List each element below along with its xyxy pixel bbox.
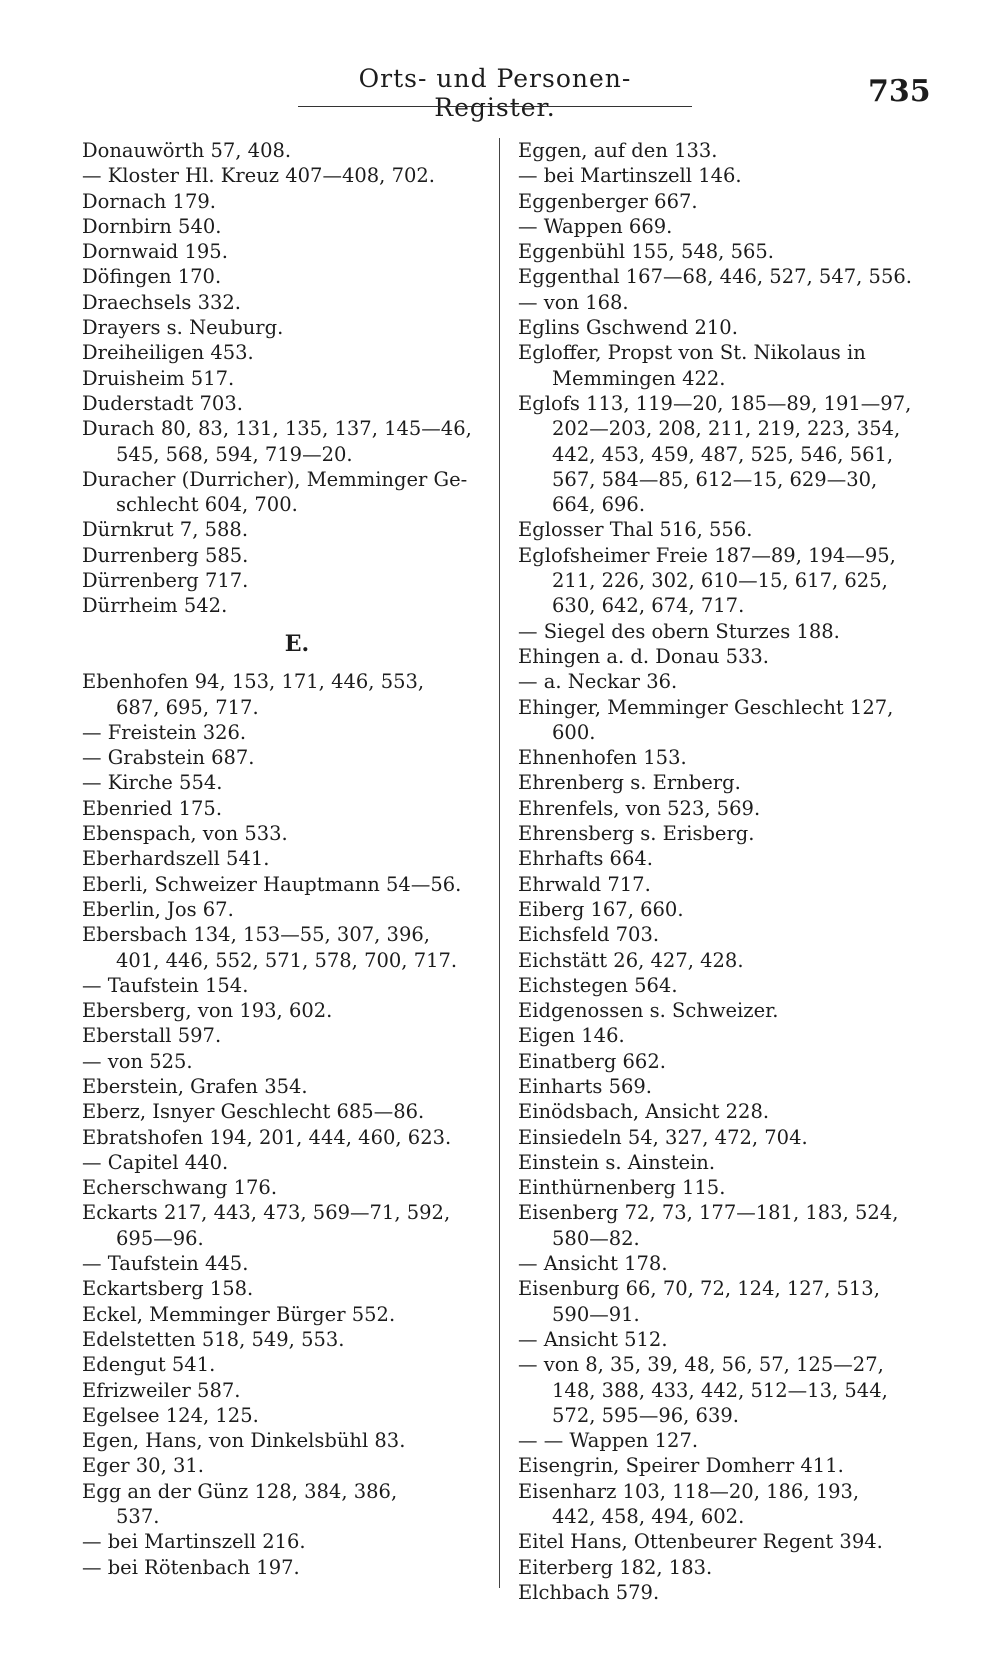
index-entry-continuation: 580—82. [552, 1226, 640, 1250]
index-entry: Eckartsberg 158. [82, 1277, 254, 1301]
index-entry-continuation: 442, 458, 494, 602. [552, 1505, 745, 1529]
index-entry: Efrizweiler 587. [82, 1378, 241, 1402]
index-entry: — Ansicht 512. [518, 1327, 668, 1351]
index-entry: — a. Neckar 36. [518, 670, 678, 694]
index-entry-continuation: 442, 453, 459, 487, 525, 546, 561, [552, 442, 894, 466]
index-entry: Eisenberg 72, 73, 177—181, 183, 524, [518, 1201, 899, 1225]
index-entry: Einatberg 662. [518, 1049, 666, 1073]
index-entry: — Taufstein 154. [82, 973, 249, 997]
index-entry: Ehrwald 717. [518, 872, 651, 896]
index-entry: — bei Martinszell 146. [518, 164, 742, 188]
index-entry: — Wappen 669. [518, 214, 673, 238]
index-entry-continuation: 202—203, 208, 211, 219, 223, 354, [552, 417, 901, 441]
section-letter-heading: E. [284, 630, 310, 657]
index-entry: — Capitel 440. [82, 1150, 229, 1174]
index-entry: Drayers s. Neuburg. [82, 316, 284, 340]
index-entry: Eberz, Isnyer Geschlecht 685—86. [82, 1100, 425, 1124]
index-entry: Ehingen a. d. Donau 533. [518, 644, 770, 668]
index-entry-continuation: 211, 226, 302, 610—15, 617, 625, [552, 569, 888, 593]
index-entry: Ebenhofen 94, 153, 171, 446, 553, [82, 670, 425, 694]
index-entry: Eigen 146. [518, 1024, 625, 1048]
index-entry: Einstein s. Ainstein. [518, 1150, 716, 1174]
index-entry: Echerschwang 176. [82, 1176, 278, 1200]
index-entry: Ebersberg, von 193, 602. [82, 999, 333, 1023]
index-entry: Duderstadt 703. [82, 391, 243, 415]
header-rule [298, 106, 692, 107]
index-entry: Eichstegen 564. [518, 973, 678, 997]
index-entry: Elchbach 579. [518, 1580, 660, 1604]
index-entry: Durach 80, 83, 131, 135, 137, 145—46, [82, 417, 472, 441]
index-entry-continuation: 537. [116, 1505, 160, 1529]
index-entry: Döfingen 170. [82, 265, 222, 289]
index-entry: — Kloster Hl. Kreuz 407—408, 702. [82, 164, 435, 188]
index-entry: — von 8, 35, 39, 48, 56, 57, 125—27, [518, 1353, 884, 1377]
column-divider [499, 138, 500, 1588]
index-entry: Einödsbach, Ansicht 228. [518, 1100, 770, 1124]
index-entry-continuation: 545, 568, 594, 719—20. [116, 442, 353, 466]
index-entry: Eglosser Thal 516, 556. [518, 518, 753, 542]
index-entry: Duracher (Durricher), Memminger Ge- [82, 467, 468, 491]
index-entry: — Kirche 554. [82, 771, 223, 795]
left-index-column [82, 138, 482, 1580]
index-entry: — Ansicht 178. [518, 1252, 668, 1276]
index-entry: Ehnenhofen 153. [518, 746, 687, 770]
index-entry: Ebenspach, von 533. [82, 822, 288, 846]
index-entry: Egloffer, Propst von St. Nikolaus in [518, 341, 866, 365]
index-entry: Eckel, Memminger Bürger 552. [82, 1302, 396, 1326]
index-entry: Durrenberg 585. [82, 543, 249, 567]
index-entry: — Siegel des obern Sturzes 188. [518, 619, 840, 643]
index-entry: Egelsee 124, 125. [82, 1403, 259, 1427]
index-entry-continuation: 148, 388, 433, 442, 512—13, 544, [552, 1378, 888, 1402]
index-entry: Eisengrin, Speirer Domherr 411. [518, 1454, 844, 1478]
index-entry-continuation: 664, 696. [552, 493, 646, 517]
index-entry-continuation: 572, 595—96, 639. [552, 1403, 739, 1427]
right-index-column [518, 138, 918, 1605]
index-entry: Eitel Hans, Ottenbeurer Regent 394. [518, 1530, 883, 1554]
running-header-title: Orts- und Personen-Register. [358, 64, 632, 122]
index-entry: Eberlin, Jos 67. [82, 897, 234, 921]
index-entry: Eisenburg 66, 70, 72, 124, 127, 513, [518, 1277, 880, 1301]
index-entry-continuation: 600. [552, 720, 596, 744]
index-entry: Egen, Hans, von Dinkelsbühl 83. [82, 1429, 406, 1453]
index-entry: — Taufstein 445. [82, 1252, 249, 1276]
index-entry: Dornwaid 195. [82, 240, 228, 264]
index-entry: — Freistein 326. [82, 720, 247, 744]
index-entry-continuation: schlecht 604, 700. [116, 493, 298, 517]
index-entry: Eggenberger 667. [518, 189, 698, 213]
index-entry: Dreiheiligen 453. [82, 341, 254, 365]
index-entry: Dornach 179. [82, 189, 216, 213]
index-entry: Eckarts 217, 443, 473, 569—71, 592, [82, 1201, 451, 1225]
index-entry: — von 525. [82, 1049, 193, 1073]
index-entry: Ehrhafts 664. [518, 847, 653, 871]
index-entry: Eichsfeld 703. [518, 923, 660, 947]
index-entry: Eberstein, Grafen 354. [82, 1074, 308, 1098]
index-entry: Draechsels 332. [82, 290, 242, 314]
index-entry: Eberstall 597. [82, 1024, 222, 1048]
index-entry: Einsiedeln 54, 327, 472, 704. [518, 1125, 808, 1149]
index-entry: Ehrensberg s. Erisberg. [518, 822, 755, 846]
index-entry-continuation: 590—91. [552, 1302, 640, 1326]
index-entry: Druisheim 517. [82, 366, 235, 390]
index-entry: Eger 30, 31. [82, 1454, 204, 1478]
index-entry: Eberhardszell 541. [82, 847, 270, 871]
index-entry: — Grabstein 687. [82, 746, 255, 770]
index-entry: Ehrenberg s. Ernberg. [518, 771, 741, 795]
index-entry: Einharts 569. [518, 1074, 652, 1098]
index-entry-continuation: 401, 446, 552, 571, 578, 700, 717. [116, 948, 458, 972]
index-entry: Eggenthal 167—68, 446, 527, 547, 556. [518, 265, 912, 289]
index-entry-continuation: Memmingen 422. [552, 366, 726, 390]
index-entry: Eglofs 113, 119—20, 185—89, 191—97, [518, 391, 912, 415]
index-entry: — bei Rötenbach 197. [82, 1555, 300, 1579]
index-entry: Eglins Gschwend 210. [518, 316, 738, 340]
index-entry: Eglofsheimer Freie 187—89, 194—95, [518, 543, 896, 567]
page-number: 735 [868, 74, 931, 109]
index-entry: Eiterberg 182, 183. [518, 1555, 713, 1579]
index-entry: Ehrenfels, von 523, 569. [518, 796, 761, 820]
index-entry: Donauwörth 57, 408. [82, 139, 292, 162]
index-entry-continuation: 567, 584—85, 612—15, 629—30, [552, 467, 878, 491]
index-entry: Eberli, Schweizer Hauptmann 54—56. [82, 872, 462, 896]
index-entry: Edelstetten 518, 549, 553. [82, 1327, 345, 1351]
index-entry: Ehinger, Memminger Geschlecht 127, [518, 695, 894, 719]
index-entry: — von 168. [518, 290, 629, 314]
index-entry: Dornbirn 540. [82, 214, 222, 238]
index-entry: Eiberg 167, 660. [518, 897, 684, 921]
index-entry-continuation: 695—96. [116, 1226, 204, 1250]
index-entry: Eidgenossen s. Schweizer. [518, 999, 779, 1023]
index-entry: — bei Martinszell 216. [82, 1530, 306, 1554]
index-entry: Ebenried 175. [82, 796, 223, 820]
index-entry: Ebersbach 134, 153—55, 307, 396, [82, 923, 430, 947]
index-entry: Dürnkrut 7, 588. [82, 518, 249, 542]
index-entry: Ebratshofen 194, 201, 444, 460, 623. [82, 1125, 452, 1149]
index-entry: Dürrheim 542. [82, 594, 228, 618]
index-entry: Edengut 541. [82, 1353, 216, 1377]
index-entry: Dürrenberg 717. [82, 569, 249, 593]
index-entry: Eisenharz 103, 118—20, 186, 193, [518, 1479, 860, 1503]
index-entry: Eichstätt 26, 427, 428. [518, 948, 744, 972]
index-entry-continuation: 687, 695, 717. [116, 695, 259, 719]
index-entry-continuation: 630, 642, 674, 717. [552, 594, 745, 618]
index-entry: Eggenbühl 155, 548, 565. [518, 240, 774, 264]
index-entry: Egg an der Günz 128, 384, 386, [82, 1479, 398, 1503]
index-entry: Eggen, auf den 133. [518, 139, 718, 162]
index-entry: — — Wappen 127. [518, 1429, 699, 1453]
index-entry: Einthürnenberg 115. [518, 1176, 726, 1200]
